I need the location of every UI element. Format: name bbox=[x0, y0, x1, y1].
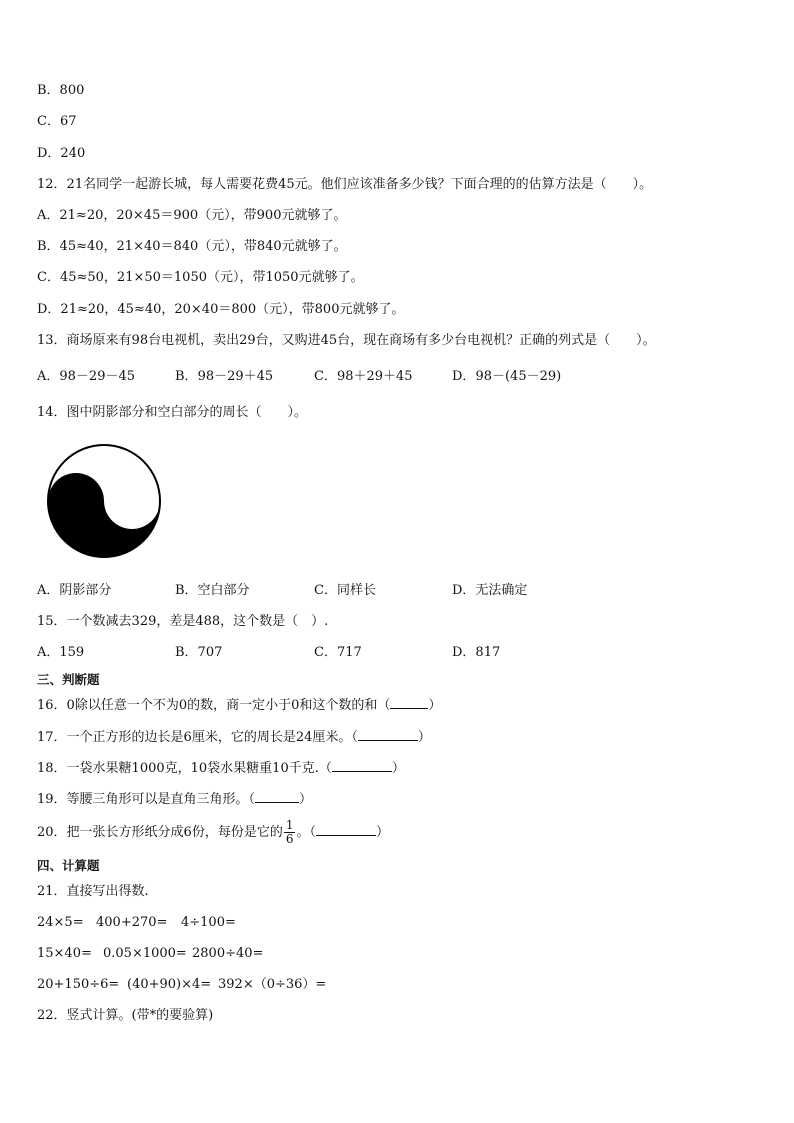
q15-option-a: A．159 bbox=[37, 645, 85, 660]
q13-option-b: B．98－29＋45 bbox=[175, 369, 274, 384]
q14-option-a: A．阴影部分 bbox=[37, 583, 112, 598]
q11-option-d: D．240 bbox=[37, 146, 86, 161]
q14-option-d: D．无法确定 bbox=[452, 583, 528, 598]
q22-stem: 22．竖式计算。(带*的要验算) bbox=[37, 1008, 214, 1023]
q13-option-a: A．98－29－45 bbox=[37, 369, 136, 384]
section-heading-judgement: 三、判断题 bbox=[37, 672, 100, 687]
calc-item: 20+150÷6= bbox=[37, 977, 120, 992]
q11-option-c: C．67 bbox=[37, 114, 77, 129]
q20-answer-blank[interactable] bbox=[316, 823, 376, 836]
q12-option-d: D．21≈20，45≈40，20×40＝800（元），带800元就够了。 bbox=[37, 302, 405, 317]
section-heading-calculation: 四、计算题 bbox=[37, 858, 100, 873]
calc-item: (40+90)×4= bbox=[127, 977, 212, 992]
q12-option-b: B．45≈40，21×40＝840（元），带840元就够了。 bbox=[37, 239, 347, 254]
q12-option-c: C．45≈50，21×50＝1050（元），带1050元就够了。 bbox=[37, 270, 364, 285]
q12-stem: 12．21名同学一起游长城，每人需要花费45元。他们应该准备多少钱？下面合理的的估算方法是（ ）。 bbox=[37, 177, 653, 192]
calc-item: 4÷100= bbox=[181, 915, 236, 930]
q13-option-d: D．98－(45－29) bbox=[452, 369, 562, 384]
q21-stem: 21．直接写出得数. bbox=[37, 884, 149, 899]
q19-stem: 19．等腰三角形可以是直角三角形。（ ） bbox=[37, 792, 313, 807]
q18-answer-blank[interactable] bbox=[332, 759, 392, 772]
calc-item: 24×5= bbox=[37, 915, 84, 930]
q16-stem: 16．0除以任意一个不为0的数，商一定小于0和这个数的和（ ） bbox=[37, 698, 442, 713]
q17-stem: 17．一个正方形的边长是6厘米，它的周长是24厘米。（ ） bbox=[37, 730, 431, 745]
calc-item: 400+270= bbox=[96, 915, 168, 930]
q13-stem: 13．商场原来有98台电视机，卖出29台，又购进45台，现在商场有多少台电视机？正确的列式是（ ）。 bbox=[37, 333, 656, 348]
q14-option-b: B．空白部分 bbox=[175, 583, 250, 598]
q16-answer-blank[interactable] bbox=[390, 696, 428, 709]
q11-option-b: B．800 bbox=[37, 83, 85, 98]
q15-option-d: D．817 bbox=[452, 645, 501, 660]
q20-fraction: $\frac{1}{6}$ bbox=[285, 818, 294, 846]
q14-option-c: C．同样长 bbox=[314, 583, 376, 598]
q15-option-b: B．707 bbox=[175, 645, 223, 660]
q15-option-c: C．717 bbox=[314, 645, 362, 660]
q15-stem: 15．一个数减去329，差是488，这个数是（ ）. bbox=[37, 614, 329, 629]
yin-yang-figure bbox=[46, 443, 162, 559]
calc-item: 0.05×1000= bbox=[103, 946, 187, 961]
q18-stem: 18．一袋水果糖1000克，10袋水果糖重10千克.（ ） bbox=[37, 761, 405, 776]
calc-item: 15×40= bbox=[37, 946, 92, 961]
q13-option-c: C．98＋29＋45 bbox=[314, 369, 413, 384]
q19-answer-blank[interactable] bbox=[255, 790, 299, 803]
calc-item: 2800÷40= bbox=[192, 946, 264, 961]
q12-option-a: A．21≈20，20×45＝900（元），带900元就够了。 bbox=[37, 208, 347, 223]
q20-stem: 20．把一张长方形纸分成6份，每份是它的 $\frac{1}{6}$ 。（ ） bbox=[37, 818, 389, 846]
q14-stem: 14．图中阴影部分和空白部分的周长（ ）。 bbox=[37, 405, 308, 420]
q17-answer-blank[interactable] bbox=[358, 728, 418, 741]
calc-item: 392×（0÷36）= bbox=[218, 977, 327, 992]
